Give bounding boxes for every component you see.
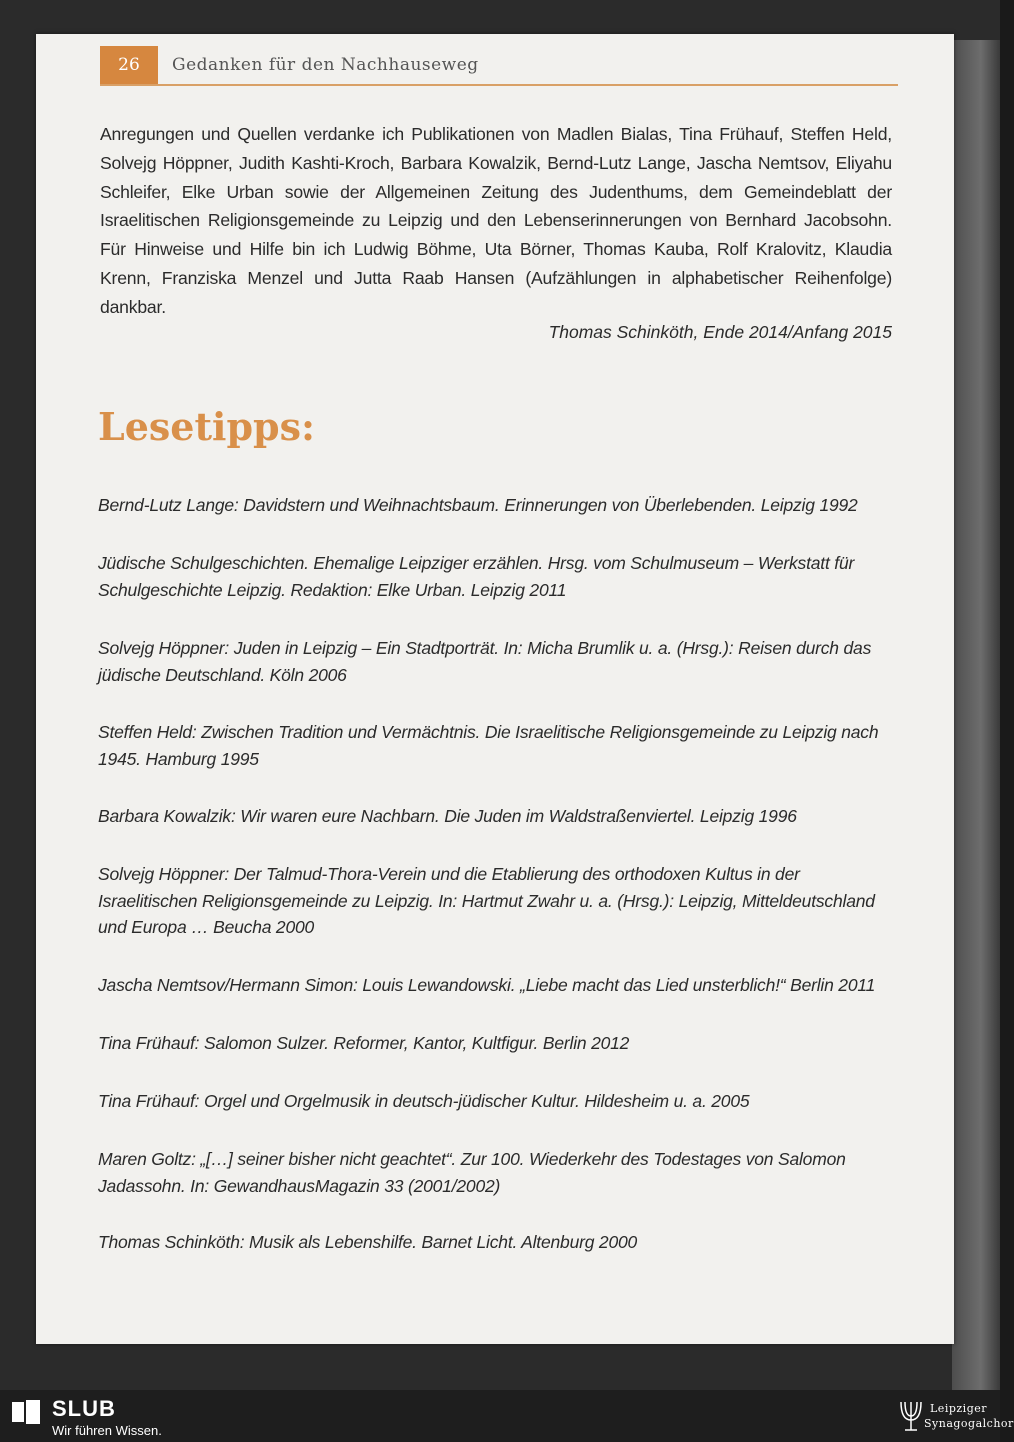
slub-logo-text[interactable]: SLUB [52, 1396, 116, 1421]
reading-list-item: Jüdische Schulgeschichten. Ehemalige Leipziger erzählen. Hrsg. vom Schulmuseum – Werkstatt für Schulgeschichte Leipzig. Redaktion: Elke Urban. Leipzig 2011 [98, 553, 855, 600]
reading-list-item: Jascha Nemtsov/Hermann Simon: Louis Lewandowski. „Liebe macht das Lied unsterblich!“ Berlin 2011 [98, 975, 876, 995]
reading-list-item: Thomas Schinköth: Musik als Lebenshilfe. Barnet Licht. Altenburg 2000 [98, 1232, 638, 1252]
reading-list-item: Tina Frühauf: Salomon Sulzer. Reformer, Kantor, Kultfigur. Berlin 2012 [98, 1033, 630, 1053]
reading-list-item: Barbara Kowalzik: Wir waren eure Nachbarn. Die Juden im Waldstraßenviertel. Leipzig 1996 [98, 806, 797, 826]
reading-list-item: Bernd-Lutz Lange: Davidstern und Weihnachtsbaum. Erinnerungen von Überlebenden. Leipzig 1992 [98, 495, 858, 515]
running-head: Gedanken für den Nachhauseweg [172, 55, 479, 75]
page-number: 26 [100, 46, 158, 84]
menorah-icon [898, 1396, 924, 1434]
slub-tagline: Wir führen Wissen. [52, 1423, 162, 1438]
partner-name-line2: Synagogalchor [924, 1417, 1014, 1430]
partner-name-line1: Leipziger [930, 1402, 987, 1415]
acknowledgements-paragraph: Anregungen und Quellen verdanke ich Publikationen von Madlen Bialas, Tina Frühauf, Steffen Held, Solvejg Höppner, Judith Kashti-Kroch, Barbara Kowalzik, Bernd-Lutz Lange, Jascha Nemtsov, Eliyahu Schleifer, Elke Urban sowie der Allgemeinen Zeitung des Judenthums, dem Gemeindeblatt der Israelitischen Religionsgemeinde zu Leipzig und den Lebenserinnerungen von Bernhard Jacobsohn. Für Hinweise und Hilfe bin ich Ludwig Böhme, Uta Börner, Thomas Kauba, Rolf Kralovitz, Klaudia Krenn, Franziska Menzel und Jutta Raab Hansen (Aufzählungen in alphabetischer Reihenfolge) dankbar. [100, 124, 892, 317]
author-signature: Thomas Schinköth, Ende 2014/Anfang 2015 [548, 322, 892, 342]
page-header [100, 46, 898, 86]
next-page-edge [952, 40, 1000, 1390]
document-page [36, 34, 954, 1344]
reading-list-item: Maren Goltz: „[…] seiner bisher nicht geachtet“. Zur 100. Wiederkehr des Todestages von Salomon Jadassohn. In: GewandhausMagazin 33 (2001/2002) [98, 1149, 846, 1196]
book-icon [12, 1400, 40, 1424]
reading-list-item: Tina Frühauf: Orgel und Orgelmusik in deutsch-jüdischer Kultur. Hildesheim u. a. 2005 [98, 1091, 750, 1111]
reading-list-item: Solvejg Höppner: Der Talmud-Thora-Verein und die Etablierung des orthodoxen Kultus in der Israelitischen Religionsgemeinde zu Leipzig. In: Hartmut Zwahr u. a. (Hrsg.): Leipzig, Mitteldeutschland und Europa … Beucha 2000 [98, 864, 875, 937]
reading-list-item: Steffen Held: Zwischen Tradition und Vermächtnis. Die Israelitische Religionsgemeinde zu Leipzig nach 1945. Hamburg 1995 [98, 722, 879, 769]
reading-tips-heading: Lesetipps: [98, 404, 316, 449]
reading-list-item: Solvejg Höppner: Juden in Leipzig – Ein Stadtporträt. In: Micha Brumlik u. a. (Hrsg.): Reisen durch das jüdische Deutschland. Köln 2006 [98, 638, 872, 685]
viewer-footer [0, 1390, 1014, 1442]
